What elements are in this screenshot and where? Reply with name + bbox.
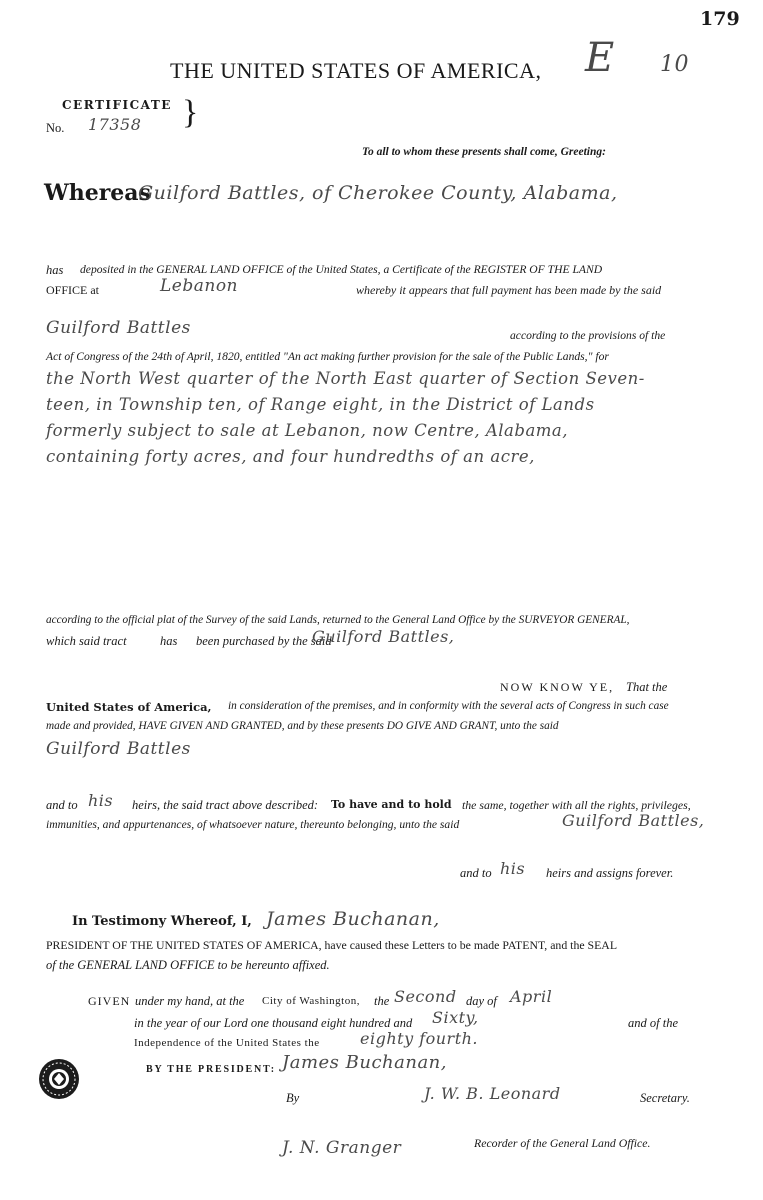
day-handwritten: Second	[394, 987, 457, 1006]
given-the: the	[374, 994, 390, 1008]
recorder-signature: J. N. Granger	[282, 1138, 402, 1158]
that-the: That the	[626, 680, 668, 694]
title-handwritten-mark-2: 10	[660, 52, 689, 77]
title-handwritten-mark: E	[585, 35, 615, 81]
heirs-tract-described: heirs, the said tract above described:	[132, 798, 319, 812]
survey-line-2-mid: been purchased by the said	[196, 634, 332, 648]
has-2: has	[160, 634, 178, 648]
office-name: Lebanon	[160, 276, 238, 296]
and-to-1: and to	[46, 798, 78, 812]
grantee-name: Guilford Battles	[46, 739, 191, 759]
and-to-2: and to	[460, 866, 492, 880]
given-granted-line: made and provided, HAVE GIVEN AND GRANTED, and by these presents DO GIVE AND GRANT, unto the said	[46, 720, 559, 732]
has-1: has	[46, 263, 64, 277]
day-of: day of	[466, 994, 497, 1008]
given-word: GIVEN	[88, 994, 131, 1008]
city-of-washington: City of Washington,	[262, 995, 360, 1007]
rights-privileges: the same, together with all the rights, privileges,	[462, 798, 691, 812]
year-line: in the year of our Lord one thousand eight hundred and	[134, 1016, 413, 1030]
by-the-president: BY THE PRESIDENT:	[146, 1064, 276, 1075]
certificate-no-label: No.	[46, 121, 65, 135]
certificate-label: CERTIFICATE	[62, 98, 172, 112]
month-handwritten: April	[510, 987, 553, 1006]
under-my-hand: under my hand, at the	[135, 994, 245, 1008]
and-of-the: and of the	[628, 1016, 678, 1030]
certificate-number: 17358	[88, 115, 142, 134]
description-line-3: formerly subject to sale at Lebanon, now Centre, Alabama,	[46, 421, 569, 440]
in-testimony-whereof: In Testimony Whereof, I,	[72, 914, 252, 929]
survey-line-1: according to the official plat of the Survey of the said Lands, returned to the General Land Office by the SURVEYOR GENERAL,	[46, 614, 630, 626]
president-name: James Buchanan,	[266, 908, 440, 930]
description-line-2: teen, in Township ten, of Range eight, in the District of Lands	[46, 395, 595, 414]
united-states-blackletter: United States of America,	[46, 700, 212, 714]
purchaser-name: Guilford Battles,	[312, 627, 455, 646]
general-land-office-seal	[38, 1058, 80, 1100]
office-at: OFFICE at	[46, 283, 100, 297]
seal-icon	[38, 1058, 80, 1100]
whereas-word: Whereas	[44, 180, 151, 206]
document-title: THE UNITED STATES OF AMERICA,	[170, 58, 542, 83]
grantee-name-2: Guilford Battles,	[562, 811, 705, 830]
page-number: 179	[700, 8, 740, 30]
consideration-line: in consideration of the premises, and in conformity with the several acts of Congress in such case	[228, 700, 669, 712]
immunities-line: immunities, and appurtenances, of whatsoever nature, thereunto belonging, unto the said	[46, 818, 460, 831]
payer-name: Guilford Battles	[46, 318, 191, 338]
year-handwritten: Sixty,	[432, 1008, 479, 1027]
certificate-brace: }	[182, 94, 199, 131]
his-2: his	[500, 859, 526, 878]
independence-line: Independence of the United States the	[134, 1037, 320, 1049]
description-line-1: the North West quarter of the North East quarter of Section Seven-	[46, 369, 645, 388]
independence-year: eighty fourth.	[360, 1029, 479, 1048]
by-label: By	[286, 1091, 300, 1105]
survey-line-2-start: which said tract	[46, 634, 127, 648]
seal-affixed-line: of the GENERAL LAND OFFICE to be hereunto affixed.	[46, 958, 330, 972]
his-1: his	[88, 791, 114, 810]
heirs-and-assigns: heirs and assigns forever.	[546, 866, 674, 880]
recorder-label: Recorder of the General Land Office.	[474, 1136, 651, 1150]
deposit-line-2-end: whereby it appears that full payment has been made by the said	[356, 283, 662, 297]
president-signature: James Buchanan,	[282, 1052, 447, 1073]
according-provisions: according to the provisions of the	[510, 329, 666, 342]
now-know-ye: NOW KNOW YE,	[500, 680, 615, 694]
secretary-signature: J. W. B. Leonard	[424, 1084, 561, 1103]
secretary-label: Secretary.	[640, 1091, 690, 1105]
deposit-line-1: deposited in the GENERAL LAND OFFICE of the United States, a Certificate of the REGISTER OF THE LAND	[80, 263, 603, 276]
grantee-line: Guilford Battles, of Cherokee County, Alabama,	[138, 182, 618, 204]
greeting: To all to whom these presents shall come, Greeting:	[362, 146, 606, 158]
act-line: Act of Congress of the 24th of April, 1820, entitled "An act making further provision for the sale of the Public Lands," for	[46, 350, 609, 363]
to-have-and-to-hold: To have and to hold	[331, 798, 452, 811]
president-patent-line: PRESIDENT OF THE UNITED STATES OF AMERICA, have caused these Letters to be made PATENT, and the SEAL	[46, 938, 618, 952]
description-line-4: containing forty acres, and four hundredths of an acre,	[46, 447, 535, 466]
